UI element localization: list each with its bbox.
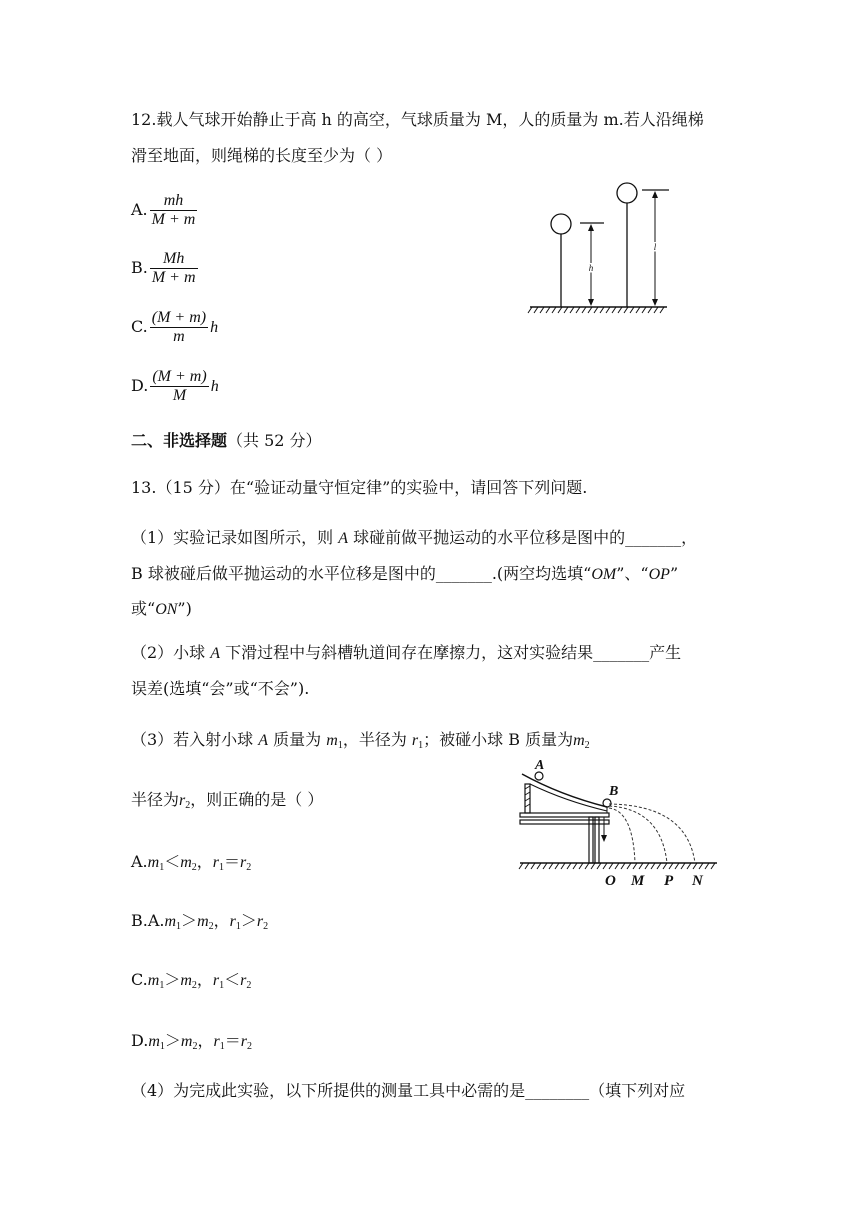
q13-p4-line1: （4）为完成此实验，以下所提供的测量工具中必需的是________（填下列对应 xyxy=(131,1081,686,1100)
q13-p1-line3: 或“ON”) xyxy=(131,599,192,618)
q13-p3-line2: 半径为$r_2$，则正确的是（ ） xyxy=(131,790,324,811)
q12-option-d[interactable]: D. $\frac{(M + m)}{M}$ h xyxy=(131,368,219,404)
fraction: $\frac{(M + m)}{m}$ xyxy=(151,309,207,345)
q13-p3-line1: （3）若入射小球 A 质量为 $m_1$，半径为 $r_1$；被碰小球 B 质量为$m_2$ xyxy=(131,730,590,751)
q12-option-c[interactable]: C. $\frac{(M + m)}{m}$ h xyxy=(131,309,219,345)
label-l: l xyxy=(653,242,657,252)
q13-option-d[interactable]: $D.m_1>m_2$，$r_1=r_2$ xyxy=(131,1031,252,1052)
q12-option-b[interactable]: B. $\frac{Mh}{M + m}$ xyxy=(131,250,196,286)
label-n: N xyxy=(692,873,703,889)
q13-option-b[interactable]: $B.A.m_1>m_2$，$r_1>r_2$ xyxy=(131,911,269,932)
label-m: M xyxy=(631,873,645,889)
label-o: O xyxy=(605,873,616,889)
balloon-figure xyxy=(525,180,675,315)
label-h: h xyxy=(588,263,594,273)
label-p: P xyxy=(664,873,674,889)
fraction: $\frac{Mh}{M + m}$ xyxy=(151,250,196,286)
q13-option-a[interactable]: $A.m_1<m_2$，$r_1=r_2$ xyxy=(131,852,252,873)
collision-figure xyxy=(515,757,740,892)
q13-p1-line2: B 球被碰后做平抛运动的水平位移是图中的_______.(两空均选填“OM”、“OP” xyxy=(131,564,679,583)
q12-option-a[interactable]: A. $\frac{mh}{M + m}$ xyxy=(131,192,196,228)
q13-p2-line1: （2）小球 A 下滑过程中与斜槽轨道间存在摩擦力，这对实验结果_______产生 xyxy=(131,643,682,662)
q13-p1-line1: （1）实验记录如图所示，则 A 球碰前做平抛运动的水平位移是图中的_______， xyxy=(131,528,698,547)
section2-heading: 二、非选择题（共 52 分） xyxy=(131,431,322,450)
fraction: $\frac{(M + m)}{M}$ xyxy=(152,368,207,404)
q12-stem-line1: 12.载人气球开始静止于高 h 的高空，气球质量为 M，人的质量为 m.若人沿绳梯 xyxy=(131,110,704,129)
label-a: A xyxy=(535,758,545,773)
q13-option-c[interactable]: $C.m_1>m_2$，$r_1<r_2$ xyxy=(131,970,252,991)
q13-p2-line2: 误差(选填“会”或“不会”). xyxy=(131,679,310,698)
q13-stem: 13.（15 分）在“验证动量守恒定律”的实验中，请回答下列问题. xyxy=(131,478,588,497)
fraction: $\frac{mh}{M + m}$ xyxy=(151,192,196,228)
q12-stem-line2: 滑至地面，则绳梯的长度至少为（ ） xyxy=(131,146,393,165)
label-b: B xyxy=(609,784,619,799)
